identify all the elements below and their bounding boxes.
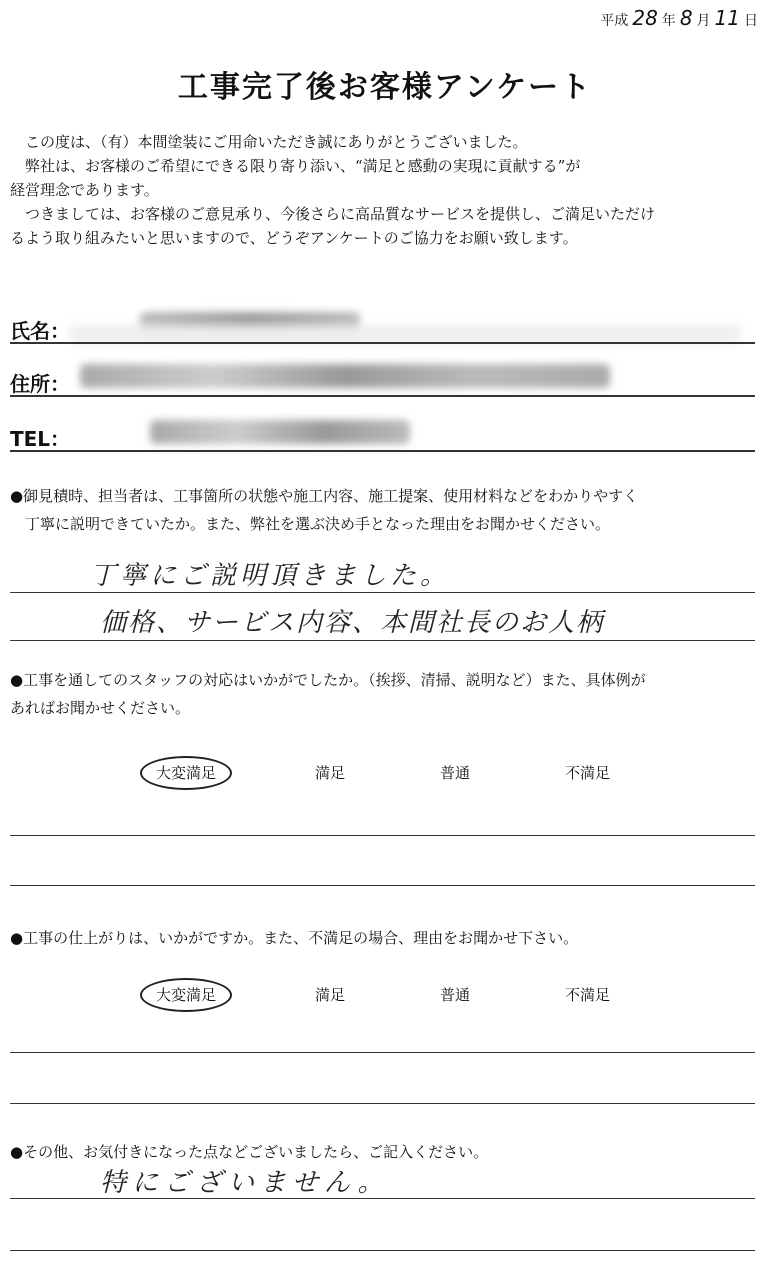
q2-choice-very-satisfied (140, 762, 232, 783)
q4-rule-1 (10, 1198, 755, 1199)
intro-line: 弊社は、お客様のご希望にできる限り寄り添い、“満足と感動の実現に貢献する”が (10, 157, 581, 175)
intro-line: 経営理念であります。 (10, 181, 159, 199)
q4-rule-2 (10, 1250, 755, 1251)
day-unit: 日 (744, 13, 758, 29)
tel-redacted (150, 420, 410, 444)
q2-choice-normal: 普通 (440, 764, 471, 782)
name-underline (10, 342, 755, 344)
q2-choice-satisfied: 満足 (315, 764, 346, 782)
q1-rule-2 (10, 640, 755, 641)
month-value: 8 (679, 6, 693, 30)
month-unit: 月 (696, 13, 711, 29)
question-line: ●工事を通してのスタッフの対応はいかがでしたか。（挨拶、清掃、説明など）また、具体例が (10, 671, 646, 689)
question-line: 丁寧に説明できていたか。また、弊社を選ぶ決め手となった理由をお聞かせください。 (10, 515, 611, 533)
year-value: 28 (632, 6, 658, 30)
q2-rule-2 (10, 885, 755, 886)
intro-line: この度は、（有）本間塗装にご用命いただき誠にありがとうございました。 (10, 133, 528, 151)
page-title: 工事完了後お客様アンケート (177, 70, 593, 105)
question-line: ●その他、お気付きになった点などございましたら、ご記入ください。 (10, 1143, 489, 1161)
q1-rule-1 (10, 592, 755, 593)
day-value: 11 (714, 6, 740, 30)
selected-circle: 大変満足 (140, 756, 232, 790)
q3-choice-satisfied: 満足 (315, 986, 346, 1004)
intro-line: つきましては、お客様のご意見承り、今後さらに高品質なサービスを提供し、ご満足いただけ (10, 205, 656, 223)
q1-answer-1: 丁寧にご説明頂きました。 (90, 561, 451, 591)
question-line: ●工事の仕上がりは、いかがですか。また、不満足の場合、理由をお聞かせ下さい。 (10, 929, 579, 947)
name-blur-area (70, 325, 740, 343)
question-2 (10, 666, 765, 722)
tel-label: TEL： (10, 427, 71, 451)
q3-choice-very-satisfied (140, 984, 232, 1005)
q2-rule-1 (10, 835, 755, 836)
question-line: あればお聞かせください。 (10, 699, 191, 717)
q3-choice-unsatisfied: 不満足 (565, 986, 611, 1004)
q4-answer: 特にございません。 (100, 1168, 390, 1198)
address-redacted (80, 364, 610, 388)
q3-choice-normal: 普通 (440, 986, 471, 1004)
address-label: 住所： (10, 372, 70, 396)
q3-rule-2 (10, 1103, 755, 1104)
question-3 (10, 924, 765, 952)
q2-choice-unsatisfied: 不満足 (565, 764, 611, 782)
intro-text (10, 130, 765, 250)
name-label: 氏名： (10, 319, 70, 343)
selected-circle: 大変満足 (140, 978, 232, 1012)
q3-rule-1 (10, 1052, 755, 1053)
question-line: ●御見積時、担当者は、工事箇所の状態や施工内容、施工提案、使用材料などをわかりやすく (10, 487, 639, 505)
intro-line: るよう取り組みたいと思いますので、どうぞアンケートのご協力をお願い致します。 (10, 229, 578, 247)
year-unit: 年 (661, 13, 676, 29)
tel-underline (10, 450, 755, 452)
question-1 (10, 482, 765, 538)
era: 平成 (600, 13, 629, 29)
address-underline (10, 395, 755, 397)
q1-answer-2: 価格、サービス内容、本間社長のお人柄 (100, 608, 605, 638)
date-line (600, 6, 758, 30)
